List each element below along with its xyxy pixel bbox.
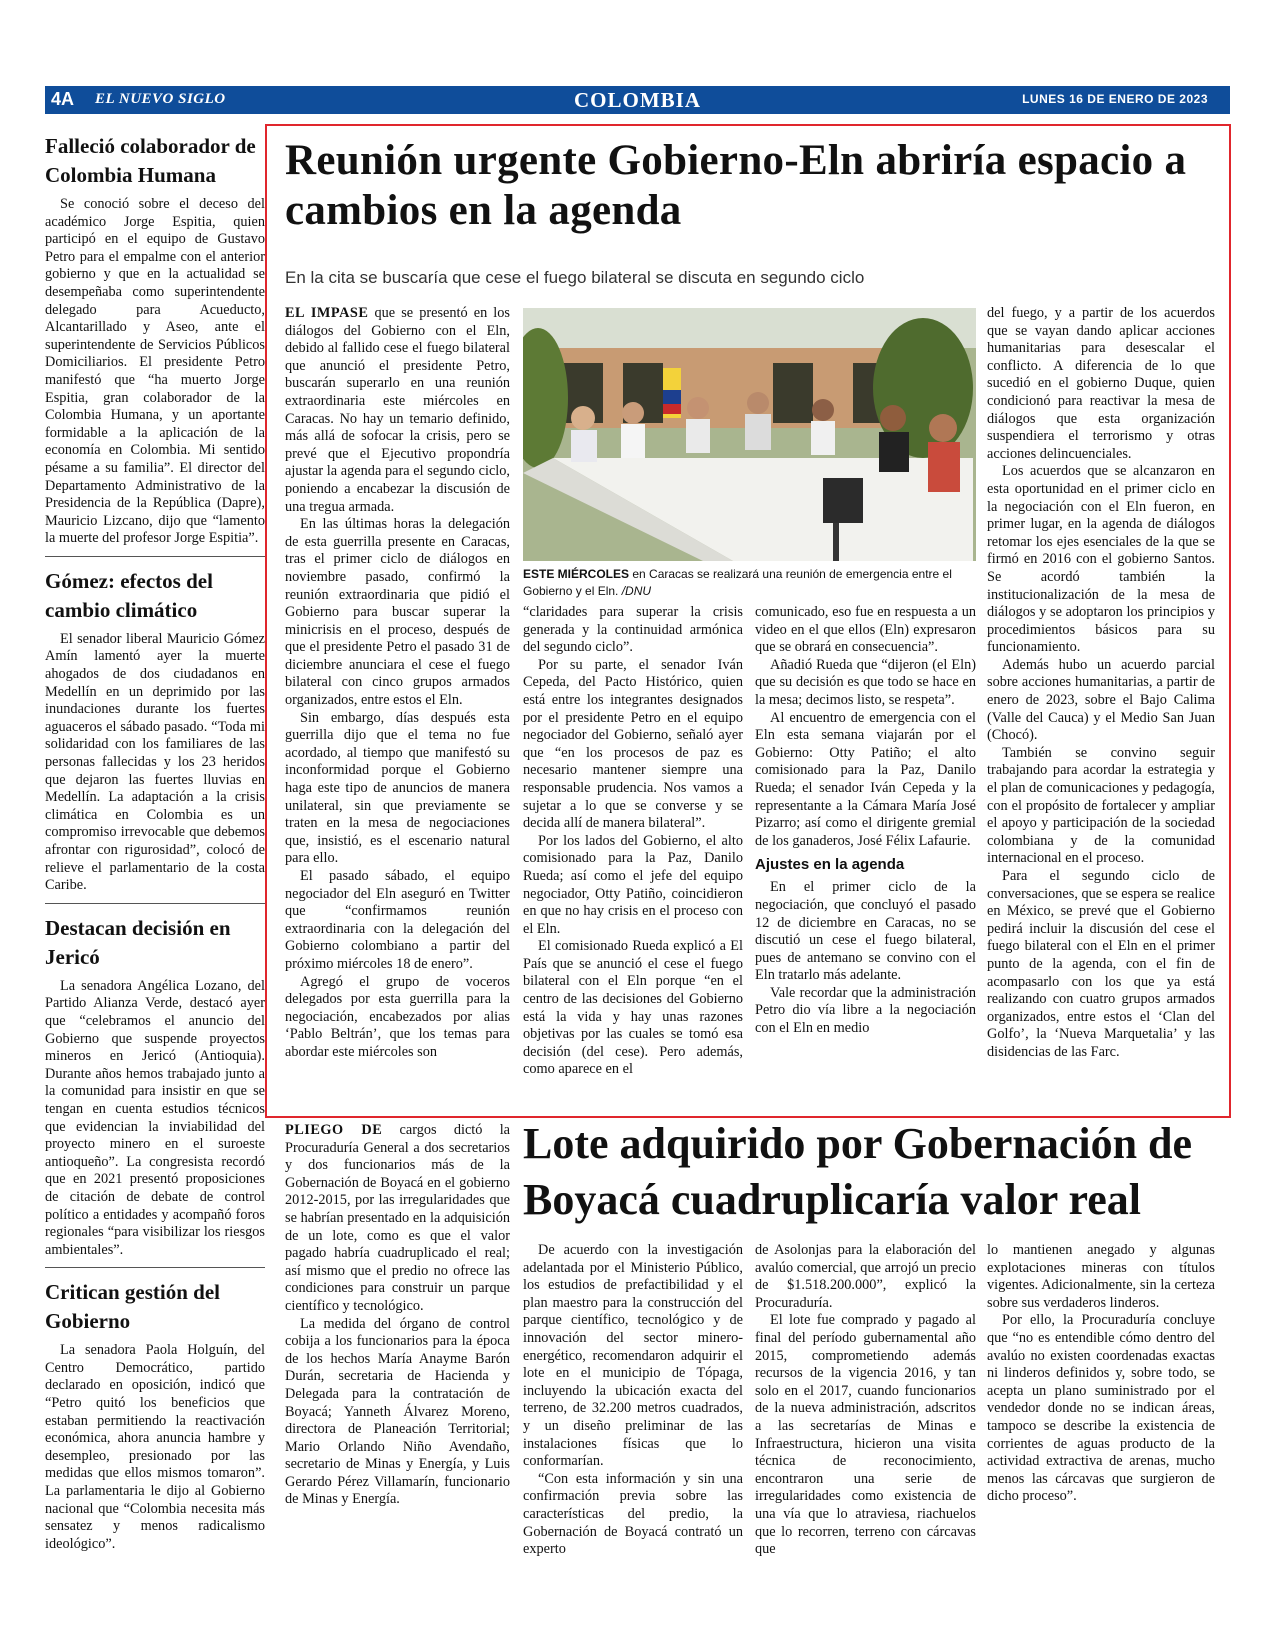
photo-credit: /DNU [618, 584, 652, 598]
second-article-column-1 [285, 1122, 510, 1509]
article-paragraph: EL IMPASE que se presentó en los diálogos del Gobierno con el Eln, debido al fallido cese el fuego bilateral que anunció el presidente Petro, buscarán superarlo en una reunión extraordinaria este miércoles en Caracas. No hay un temario definido, más allá de sofocar la crisis, pero se prevé que el Ejecutivo propondría ajustar la agenda para el segundo ciclo, poniendo a encabezar la discusión de una tregua armada. [285, 305, 510, 515]
brief-item [45, 567, 265, 895]
article-paragraph: del fuego, y a partir de los acuerdos que se vayan dando aplicar acciones humanitarias para desescalar el conflicto. A diferencia de lo que sucedió en el gobierno Duque, quien condicionó para reactivar la mesa de diálogos que esta organización suspendiera el terrorismo y otras acciones delincuenciales. [987, 305, 1215, 462]
article-paragraph: Para el segundo ciclo de conversaciones, que se espera se realice en México, se prevé que el Gobierno pedirá incluir la discusión del cese el fuego bilateral con el Eln en el primer punto de la agenda, con el fin de acompasarlo con los que ya está realizando con cuatro grupos armados organizados, entre estos el ‘Clan del Golfo’, la ‘Nueva Marquetalia’ y las disidencias de las Farc. [987, 868, 1215, 1060]
article-paragraph: “Con esta información y sin una confirmación previa sobre las características del predio, la Gobernación de Boyacá contrató un experto [523, 1470, 743, 1558]
photo-caption: ESTE MIÉRCOLES en Caracas se realizará una reunión de emergencia entre el Gobierno y el Eln. /DNU [523, 567, 952, 598]
second-article-headline: Lote adquirido por Gobernación de Boyacá cuadruplicaría valor real [523, 1119, 1193, 1224]
article-paragraph: Agregó el grupo de voceros delegados por esta guerrilla para la negociación, encabezados por alias ‘Pablo Beltrán’, que los temas para abordar este miércoles son [285, 973, 510, 1060]
sidebar-briefs [45, 132, 265, 1557]
article-paragraph: Al encuentro de emergencia con el Eln esta semana viajarán por el Gobierno: Otty Patiño; el alto comisionado para la Paz, Danilo Rueda; el senador Iván Cepeda y la representante a la Cámara María José Pizarro; así como el dirigente gremial de los ganaderos, José Félix Lafaurie. [755, 709, 976, 849]
article-headline: Reunión urgente Gobierno-Eln abriría espacio a cambios en la agenda [285, 137, 1187, 234]
brief-item [45, 914, 265, 1260]
article-paragraph: En las últimas horas la delegación de esta guerrilla presente en Caracas, tras el primer ciclo de diálogos en noviembre pasado, confirmó la reunión extraordinaria que pidió el Gobierno para buscar superar la minicrisis en el proceso, después de que el presidente Petro el pasado 31 de diciembre anunciara el cese el fuego bilateral con cinco grupos armados organizados, entre estos el Eln. [285, 516, 510, 709]
second-article-column-4 [987, 1242, 1215, 1506]
lead-in: EL IMPASE [285, 305, 369, 321]
article-column-2 [523, 604, 743, 1079]
brief-title: Destacan decisión en Jericó [45, 915, 231, 969]
meeting-photo-image [523, 308, 976, 561]
article-paragraph: de Asolonjas para la elaboración del avalúo comercial, que arrojó un precio de $1.518.200.000”, explicó la Procuraduría. [755, 1242, 976, 1311]
second-article-column-2 [523, 1242, 743, 1559]
brief-item [45, 132, 265, 548]
brief-title: Gómez: efectos del cambio climático [45, 568, 213, 622]
article-paragraph: “claridades para superar la crisis generada y la continuidad armónica del segundo ciclo”. [523, 604, 743, 656]
brief-item [45, 1278, 265, 1553]
article-paragraph: De acuerdo con la investigación adelantada por el Ministerio Público, los estudios de prefactibilidad y el plan maestro para la construcción del parque científico, tecnológico y de innovación del sector minero-energético, recomendaron adquirir el lote en el municipio de Tópaga, incluyendo la ubicación exacta del terreno, de 32.200 metros cuadrados, y un diseño preliminar de las instalaciones físicas que lo conformarían. [523, 1242, 743, 1470]
lead-in: PLIEGO DE [285, 1122, 383, 1138]
second-article-column-3 [755, 1242, 976, 1559]
article-paragraph: Añadió Rueda que “dijeron (el Eln) que su decisión es que todo se hace en la mesa; decimos listo, se respeta”. [755, 656, 976, 708]
article-paragraph: lo mantienen anegado y algunas explotaciones mineras con títulos vigentes. Adicionalmente, sin la certeza sobre sus verdaderos linderos. [987, 1242, 1215, 1311]
article-paragraph: Por ello, la Procuraduría concluye que “no es entendible cómo dentro del avalúo no existen coordenadas exactas ni linderos definidos y, sobre todo, se acepta un plano suministrado por el vendedor donde no se indican áreas, tampoco se describe la existencia de corrientes de aguas producto de la actividad extractiva de arenas, mucho menos las cárcavas que surgieron de dicho proceso”. [987, 1312, 1215, 1505]
article-paragraph: El lote fue comprado y pagado al final del período gubernamental año 2015, comprometiendo además recursos de la vigencia 2016, y tan solo en el 2017, cuando funcionarios de la nueva administración, adscritos a las secretarías de Minas e Infraestructura, hicieron una visita técnica de reconocimiento, encontraron una serie de irregularidades como existencia de una vía que lo atraviesa, riachuelos que lo recorren, terreno con cárcavas que [755, 1312, 976, 1558]
brief-body: El senador liberal Mauricio Gómez Amín lamentó ayer la muerte ahogados de dos ciudadanos en Medellín en un deprimido por las inundaciones durante los fuertes aguaceros el sábado pasado. “Toda mi solidaridad con los familiares de las personas fallecidas y los 23 heridos que dejaron las fuertes lluvias en Medellín. La adaptación a la crisis climática en Colombia es un compromiso irrevocable que debemos afrontar con rigurosidad”, colocó de relieve el parlamentario de la costa Caribe. [45, 630, 265, 894]
article-deck: En la cita se buscaría que cese el fuego bilateral se discuta en segundo ciclo [285, 268, 865, 287]
article-paragraph: Los acuerdos que se alcanzaron en esta oportunidad en el primer ciclo en la negociación con el Eln fueron, en primer lugar, en la agenda de diálogos retomar los ejes esenciales de la que se firmó en 2016 con el gobierno Santos. Se acordó también la institucionalización de la mesa de diálogos y se adoptaron los principios y procedimientos básicos para su funcionamiento. [987, 463, 1215, 656]
article-paragraph: Sin embargo, días después esta guerrilla dijo que el tema no fue acordado, al tiempo que manifestó su inconformidad porque el Gobierno haga este tipo de anuncios de manera unilateral, sin que previamente se traten en la mesa de negociaciones que, insistió, es el escenario natural para ello. [285, 709, 510, 867]
article-paragraph: Por su parte, el senador Iván Cepeda, del Pacto Histórico, quien está entre los integrantes designados por el presidente Petro en el equipo negociador del Gobierno, señaló ayer que “en los procesos de paz es necesario mantener siempre una responsable prudencia. Nos vamos a sujetar a lo que se converse y se decida allí de manera bilateral”. [523, 656, 743, 832]
article-paragraph: Por los lados del Gobierno, el alto comisionado para la Paz, Danilo Rueda; así como el jefe del equipo negociador, Otty Patiño, coincidieron en que no hay crisis en el proceso con el Eln. [523, 832, 743, 937]
caption-lead: ESTE MIÉRCOLES [523, 567, 630, 581]
article-column-1 [285, 305, 510, 1062]
article-paragraph: En el primer ciclo de la negociación, que concluyó el pasado 12 de diciembre en Caracas, no se discutió un cese el fuego bilateral, pues de antemano se convino con el Eln tratarlo más adelante. [755, 879, 976, 984]
brief-body: Se conoció sobre el deceso del académico Jorge Espitia, quien participó en el equipo de Gustavo Petro para el empalme con el anterior gobierno y que en la actualidad se desempeñaba como superintendente delegado para Acueducto, Alcantarillado y Aseo, ante el superintendente de Servicios Públicos Domiciliarios. El presidente Petro manifestó que “ha muerto Jorge Espitia, gran colaborador de la Colombia Humana, y un aportante formidable a la aplicación de la economía en Colombia. Mi sentido pésame a su familia”. El director del Departamento Administrativo de la Presidencia de la República (Dapre), Mauricio Lizcano, dijo que “lamento la muerte del profesor Jorge Espitia”. [45, 196, 265, 547]
article-subhead: Ajustes en la agenda [755, 856, 905, 874]
article-paragraph: Vale recordar que la administración Petro dio vía libre a la negociación con el Eln en medio [755, 984, 976, 1037]
article-paragraph: La medida del órgano de control cobija a los funcionarios para la época de los hechos María Anayme Barón Durán, secretaria de Hacienda y Delegada para la contratación de Boyacá; Yanneth Álvarez Moreno, directora de Planeación Territorial; Mario Orlando Niño Avendaño, secretario de Minas y Energía, y Luis Gerardo Pérez Villamarín, funcionario de Minas y Energía. [285, 1315, 510, 1508]
section-title: COLOMBIA [573, 88, 701, 112]
article-paragraph: El comisionado Rueda explicó a El País que se anunció el cese el fuego bilateral con el Eln porque “en el centro de las decisiones del Gobierno está la vida y hay unas razones objetivas por las cuales se tomó esa decisión (del cese). Pero además, como aparece en el [523, 938, 743, 1078]
article-paragraph: El pasado sábado, el equipo negociador del Eln aseguró en Twitter que “confirmamos reunión extraordinaria con la delegación del Gobierno colombiano a partir del próximo miércoles 18 de enero”. [285, 868, 510, 972]
brief-title: Critican gestión del Gobierno [45, 1280, 220, 1334]
article-column-3 [755, 604, 976, 1038]
article-column-4 [987, 305, 1215, 1062]
page-number: 4A [51, 89, 75, 109]
article-paragraph: También se convino seguir trabajando para acordar la estrategia y el plan de comunicaciones y pedagogía, con el propósito de fortalecer y ampliar el apoyo y participación de la sociedad colombiana y de la comunidad internacional en el proceso. [987, 744, 1215, 867]
article-photo [523, 308, 976, 561]
divider [45, 556, 265, 557]
article-paragraph: PLIEGO DE cargos dictó la Procuraduría General a dos secretarios y dos funcionarios más de la Gobernación de Boyacá en el gobierno 2012-2015, por las irregularidades que se habrían presentado en la adquisición de un lote, como es que el valor pagado habría cuadruplicado el real; así mismo que el predio no ofrece las condiciones para construir un parque científico y tecnológico. [285, 1122, 511, 1314]
divider [45, 903, 265, 904]
header-bar [45, 86, 1230, 114]
issue-date: LUNES 16 DE ENERO DE 2023 [1022, 92, 1208, 106]
masthead: EL NUEVO SIGLO [95, 91, 226, 107]
brief-body: La senadora Paola Holguín, del Centro Democrático, partido declarado en oposición, indicó que “Petro quitó los beneficios que estaban permitiendo la reactivación económica, ahora anuncia hambre y desempleo, presionado por las medidas que ellos mismos tomaron”. La parlamentaria le dijo al Gobierno nacional que “Colombia necesita más sensatez y menos radicalismo ideológico”. [45, 1342, 265, 1552]
brief-title: Falleció colaborador de Colombia Humana [45, 134, 256, 187]
article-paragraph: comunicado, eso fue en respuesta a un video en el que ellos (Eln) expresaron que se obrará en consecuencia”. [755, 604, 976, 656]
divider [45, 1267, 265, 1268]
brief-body: La senadora Angélica Lozano, del Partido Alianza Verde, destacó ayer que “celebramos el anuncio del Gobierno que suspende proyectos mineros en Jericó (Antioquia). Durante años hemos trabajado junto a la comunidad para insistir en que se tengan en cuenta estudios técnicos que evidencian la inviabilidad del proyecto minero en el suroeste antioqueño”. La congresista recordó que en 2021 presentó proposiciones de citación de debate de control político a entidades y acompañó foros regionales “para visibilizar los riesgos ambientales”. [45, 977, 265, 1258]
article-paragraph: Además hubo un acuerdo parcial sobre acciones humanitarias, a partir de enero de 2023, sobre el Bajo Calima (Valle del Cauca) y el Medio San Juan (Chocó). [987, 656, 1215, 744]
